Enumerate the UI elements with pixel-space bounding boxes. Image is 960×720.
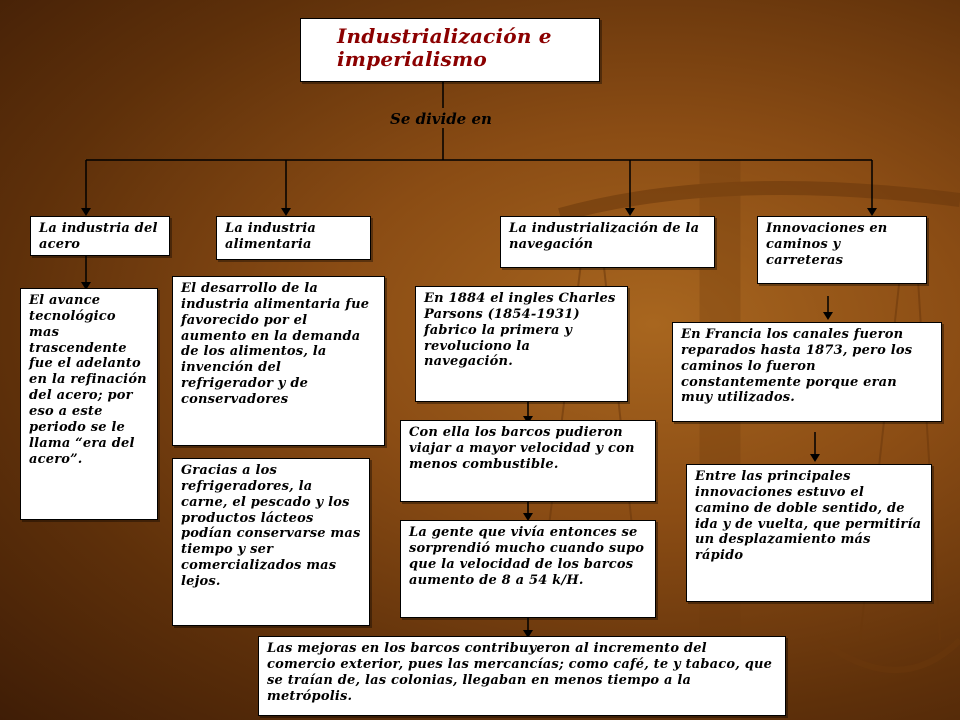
category-industria-acero: La industria del acero <box>30 216 170 256</box>
connector-label-se-divide-en: Se divide en <box>390 110 492 128</box>
detail-caminos-francia: En Francia los canales fueron reparados hasta 1873, pero los caminos lo fueron constantemente porque eran muy utilizados. <box>672 322 942 422</box>
category-industrializacion-navegacion: La industrialización de la navegación <box>500 216 715 268</box>
category-innovaciones-caminos: Innovaciones en caminos y carreteras <box>757 216 927 284</box>
detail-navegacion-velocidad: Con ella los barcos pudieron viajar a mayor velocidad y con menos combustible. <box>400 420 656 502</box>
detail-alimentaria-refrigeradores: Gracias a los refrigeradores, la carne, el pescado y los productos lácteos podían conservarse mas tiempo y ser comercializados mas lejos. <box>172 458 370 626</box>
detail-navegacion-parsons: En 1884 el ingles Charles Parsons (1854-1931) fabrico la primera y revoluciono la navegación. <box>415 286 628 402</box>
detail-navegacion-comercio: Las mejoras en los barcos contribuyeron al incremento del comercio exterior, pues las mercancías; como café, te y tabaco, que se traían de, las colonias, llegaban en menos tiempo a la metrópolis. <box>258 636 786 716</box>
category-industria-alimentaria: La industria alimentaria <box>216 216 371 260</box>
detail-navegacion-sorpresa: La gente que vivía entonces se sorprendió mucho cuando supo que la velocidad de los barcos aumento de 8 a 54 k/H. <box>400 520 656 618</box>
detail-caminos-doble-sentido: Entre las principales innovaciones estuvo el camino de doble sentido, de ida y de vuelta, que permitiría un desplazamiento más rápido <box>686 464 932 602</box>
title-box: Industrialización e imperialismo <box>300 18 600 82</box>
detail-acero-era-del-acero: El avance tecnológico mas trascendente fue el adelanto en la refinación del acero; por eso a este periodo se le llama “era del acero”. <box>20 288 158 520</box>
detail-alimentaria-desarrollo: El desarrollo de la industria alimentaria fue favorecido por el aumento en la demanda de los alimentos, la invención del refrigerador y de conservadores <box>172 276 385 446</box>
